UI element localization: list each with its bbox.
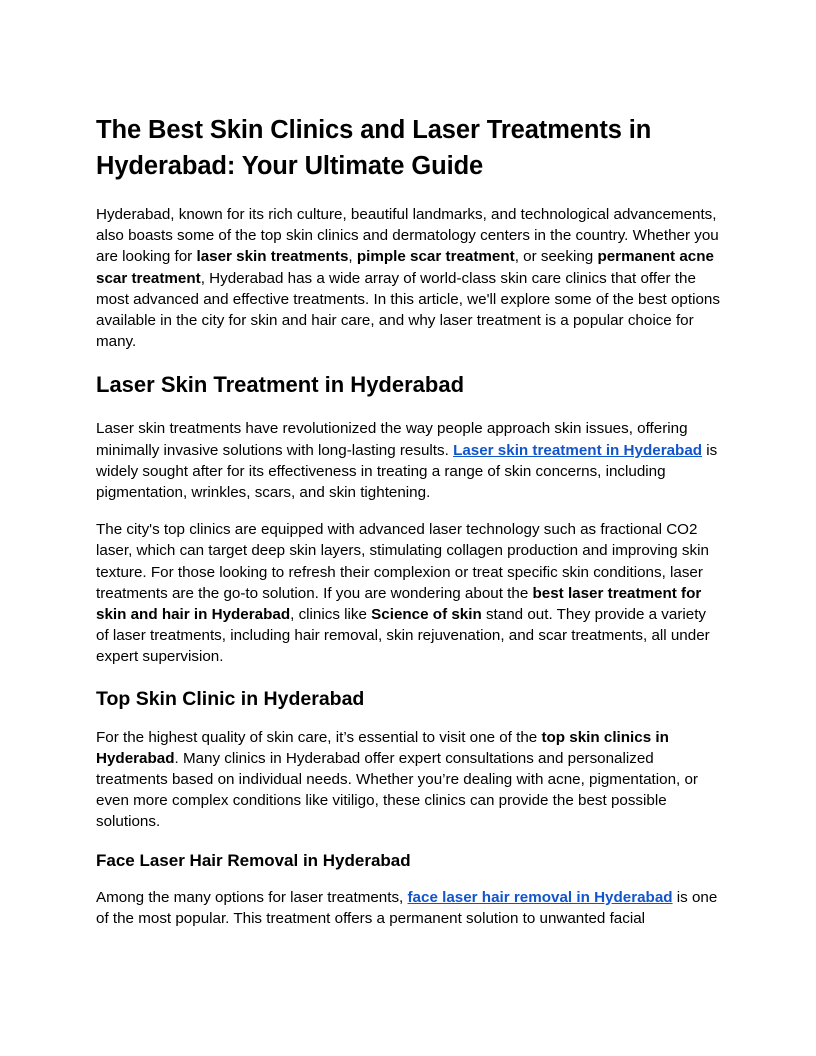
intro-bold-permanent-acne-scar-treatment: permanent acne scar treatment xyxy=(96,248,714,287)
face-paragraph-1 xyxy=(96,887,722,929)
intro-text-4: , Hyderabad has a wide array of world-class skin care clinics that offer the most advanced and effective treatments. In this article, we'll explore some of the best options available in the city for skin and hair care, and why laser treatment is a popular choice for many. xyxy=(96,269,720,351)
laser-p2-text-3: stand out. They provide a variety of laser treatments, including hair removal, skin rejuvenation, and scar treatments, all under expert supervision. xyxy=(96,606,710,666)
face-laser-hair-removal-link[interactable]: face laser hair removal in Hyderabad xyxy=(407,888,673,906)
clinic-p1-bold-top-skin-clinics: top skin clinics in Hyderabad xyxy=(96,728,669,767)
laser-paragraph-1 xyxy=(96,418,722,503)
face-p1-text-2: is one of the most popular. This treatment offers a permanent solution to unwanted facial xyxy=(96,888,718,927)
intro-bold-laser-skin-treatments: laser skin treatments xyxy=(196,248,349,266)
heading-top-skin-clinic: Top Skin Clinic in Hyderabad xyxy=(96,687,365,710)
intro-text-1: Hyderabad, known for its rich culture, beautiful landmarks, and technological advancements, also boasts some of the top skin clinics and dermatology centers in the country. Whether you are looking for xyxy=(96,206,719,266)
laser-p2-bold-science-of-skin: Science of skin xyxy=(371,606,482,624)
laser-p2-text-1: The city's top clinics are equipped with advanced laser technology such as fractional CO2 laser, which can target deep skin layers, stimulating collagen production and improving skin texture. For those looking to refresh their complexion or treat specific skin conditions, laser treatments are the go-to solution. If you are wondering about the xyxy=(96,521,709,602)
clinic-p1-text-2: . Many clinics in Hyderabad offer expert consultations and personalized treatments based on individual needs. Whether you’re dealing with acne, pigmentation, or even more complex conditions like vitiligo, these clinics can provide the best possible solutions. xyxy=(96,749,698,831)
clinic-paragraph-1 xyxy=(96,727,722,833)
laser-paragraph-2 xyxy=(96,519,722,667)
document-title: The Best Skin Clinics and Laser Treatments in Hyderabad: Your Ultimate Guide xyxy=(96,116,652,180)
intro-bold-pimple-scar-treatment: pimple scar treatment xyxy=(356,248,515,266)
laser-p1-text-2: is widely sought after for its effectiveness in treating a range of skin concerns, including pigmentation, wrinkles, scars, and skin tightening. xyxy=(96,441,718,502)
intro-text-2: , xyxy=(348,248,357,266)
laser-p2-text-2: , clinics like xyxy=(290,606,372,624)
intro-paragraph xyxy=(96,204,722,352)
heading-laser-skin-treatment: Laser Skin Treatment in Hyderabad xyxy=(96,372,465,398)
face-p1-text-1: Among the many options for laser treatments, xyxy=(96,888,408,906)
laser-skin-treatment-link[interactable]: Laser skin treatment in Hyderabad xyxy=(453,441,703,459)
laser-p2-bold-best-laser-treatment: best laser treatment for skin and hair in Hyderabad xyxy=(96,584,702,624)
clinic-p1-text-1: For the highest quality of skin care, it’s essential to visit one of the xyxy=(96,728,542,746)
document-page xyxy=(96,112,722,929)
intro-text-3: , or seeking xyxy=(514,248,598,266)
heading-face-laser-hair-removal: Face Laser Hair Removal in Hyderabad xyxy=(96,850,411,870)
laser-p1-text-1: Laser skin treatments have revolutionized the way people approach skin issues, offering minimally invasive solutions with long-lasting results. xyxy=(96,420,688,459)
